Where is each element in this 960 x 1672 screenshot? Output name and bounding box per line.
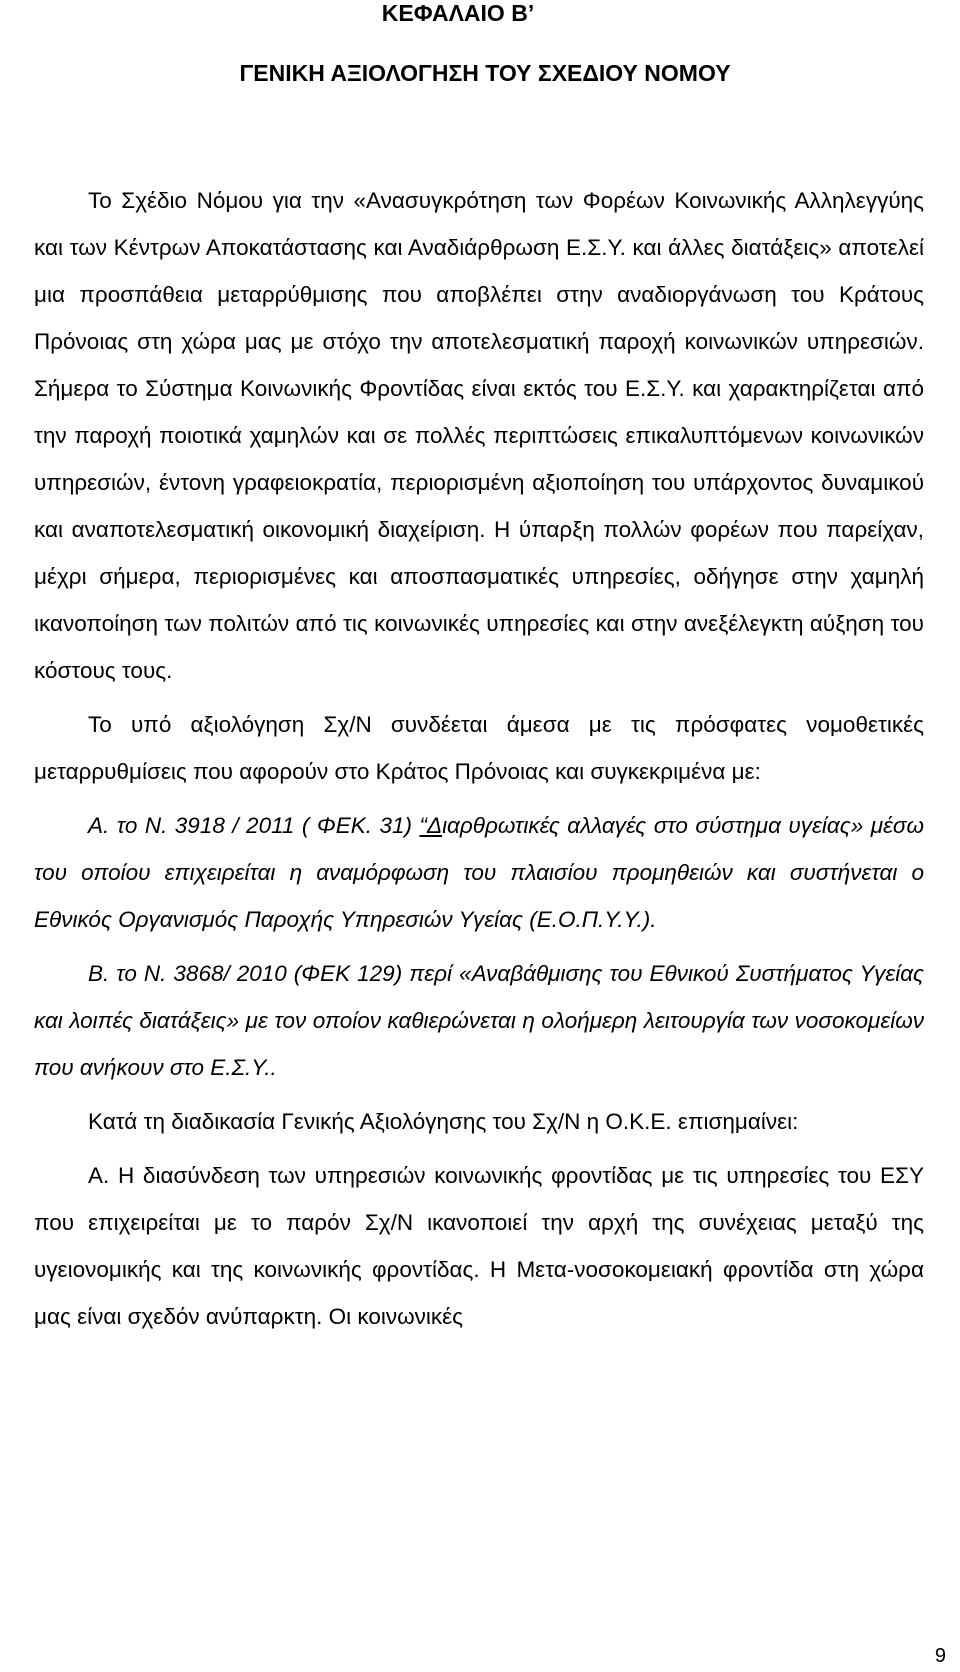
paragraph-remark-a: Α. Η διασύνδεση των υπηρεσιών κοινωνικής φροντίδας με τις υπηρεσίες του ΕΣΥ που επιχειρείται με το παρόν Σχ/Ν ικανοποιεί την αρχή της συνέχειας μεταξύ της υγειονομικής και της κοινωνικής φροντίδας. Η Μετα-νοσοκομειακή φροντίδα στη χώρα μας είναι σχεδόν ανύπαρκτη. Οι κοινωνικές (34, 1163, 924, 1329)
paragraph-law-3918 (34, 802, 924, 943)
document-body (34, 177, 924, 1340)
paragraph-introduction: Το Σχέδιο Νόμου για την «Ανασυγκρότηση των Φορέων Κοινωνικής Αλληλεγγύης και των Κέντρων Αποκατάστασης και Αναδιάρθρωση Ε.Σ.Υ. και άλλες διατάξεις» αποτελεί μια προσπάθεια μεταρρύθμισης που αποβλέπει στην αναδιοργάνωση του Κράτους Πρόνοιας στη χώρα μας με στόχο την αποτελεσματική παροχή κοινωνικών υπηρεσιών. Σήμερα το Σύστημα Κοινωνικής Φροντίδας είναι εκτός του Ε.Σ.Υ. και χαρακτηρίζεται από την παροχή ποιοτικά χαμηλών και σε πολλές περιπτώσεις επικαλυπτόμενων κοινωνικών υπηρεσιών, έντονη γραφειοκρατία, περιορισμένη αξιοποίηση του υπάρχοντος δυναμικού και αναποτελεσματική οικονομική διαχείριση. Η ύπαρξη πολλών φορέων που παρείχαν, μέχρι σήμερα, περιορισμένες και αποσπασματικές υπηρεσίες, οδήγησε στην χαμηλή ικανοποίηση των πολιτών από τις κοινωνικές υπηρεσίες και στην ανεξέλεγκτη αύξηση του κόστους τους. (34, 188, 924, 683)
law-3918-reference: Α. το Ν. 3918 / 2011 ( ΦΕΚ. 31) (88, 813, 420, 838)
law-3918-quote-open: “Δ (419, 813, 443, 838)
paragraph-related-reforms: Το υπό αξιολόγηση Σχ/Ν συνδέεται άμεσα με τις πρόσφατες νομοθετικές μεταρρυθμίσεις που αφορούν στο Κράτος Πρόνοιας και συγκεκριμένα με: (34, 712, 924, 784)
paragraph-law-3868: Β. το Ν. 3868/ 2010 (ΦΕΚ 129) περί «Αναβάθμισης του Εθνικού Συστήματος Υγείας και λοιπές διατάξεις» με τον οποίον καθιερώνεται η ολοήμερη λειτουργία των νοσοκομείων που ανήκουν στο Ε.Σ.Υ.. (34, 961, 924, 1080)
section-title: ΓΕΝΙΚΗ ΑΞΙΟΛΟΓΗΣΗ ΤΟΥ ΣΧΕΔΙΟΥ ΝΟΜΟΥ (239, 60, 731, 86)
law-3918-description: ιαρθρωτικές αλλαγές στο σύστημα υγείας» μέσω του οποίου επιχειρείται η αναμόρφωση του πλαισίου προμηθειών και συστήνεται ο Εθνικός Οργανισμός Παροχής Υπηρεσιών Υγείας (Ε.Ο.Π.Υ.Υ.). (34, 813, 924, 932)
page-number: 9 (934, 1645, 946, 1667)
paragraph-oke-remarks: Κατά τη διαδικασία Γενικής Αξιολόγησης του Σχ/Ν η Ο.Κ.Ε. επισημαίνει: (88, 1109, 799, 1134)
chapter-heading: ΚΕΦΑΛΑΙΟ Β’ (381, 0, 535, 26)
